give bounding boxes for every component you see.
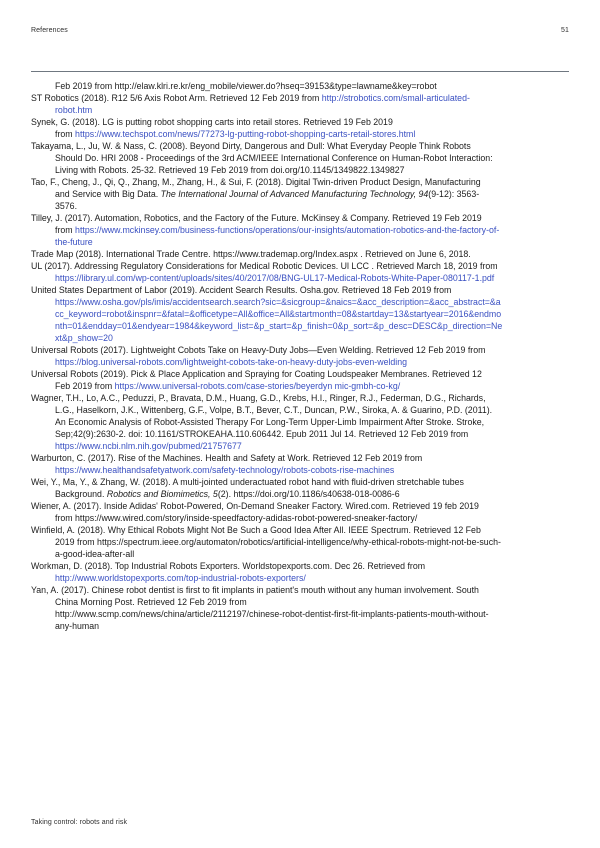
reference-text: Tao, F., Cheng, J., Qi, Q., Zhang, M., Zhang, H., & Sui, F. (2018). Digital Twin-driven Product Design, Manufacturing [31, 177, 481, 187]
reference-line [31, 116, 569, 128]
reference-entry [31, 284, 569, 344]
reference-entry [31, 140, 569, 176]
reference-link[interactable]: https://www.osha.gov/pls/imis/accidentsearch.search?sic=&sicgroup=&naics=&acc_description=&acc_abstract=&a [55, 297, 501, 307]
reference-link[interactable]: http://strobotics.com/small-articulated- [321, 93, 470, 103]
reference-text: Should Do. HRI 2008 - Proceedings of the 3rd ACM/IEEE International Conference on Human-Robot Interaction: [55, 153, 493, 163]
reference-text: Winfield, A. (2018). Why Ethical Robots Might Not Be Such a Good Idea After All. IEEE Spectrum. Retrieved 12 Feb [31, 525, 481, 535]
reference-line [31, 308, 569, 320]
reference-text: http://www.scmp.com/news/china/article/2112197/chinese-robot-dentist-first-fit-implants-patients-mouth-without- [55, 609, 489, 619]
reference-entry [31, 500, 569, 524]
reference-line [31, 164, 569, 176]
reference-link[interactable]: https://library.ul.com/wp-content/uploads/sites/40/2017/08/BNG-UL17-Medical-Robots-White-Paper-080117-1.pdf [55, 273, 495, 283]
reference-link[interactable]: https://www.ncbi.nlm.nih.gov/pubmed/21757677 [55, 441, 242, 451]
reference-link[interactable]: https://www.techspot.com/news/77273-lg-putting-robot-shopping-carts-retail-stores.html [75, 129, 416, 139]
reference-text: and Service with Big Data. [55, 189, 161, 199]
reference-line [31, 584, 569, 596]
running-header [31, 27, 569, 34]
reference-line [31, 572, 569, 584]
reference-text: any-human [55, 621, 100, 631]
reference-text: Synek, G. (2018). LG is putting robot shopping carts into retail stores. Retrieved 19 Feb 2019 [31, 117, 393, 127]
reference-text: Background. [55, 489, 107, 499]
reference-link[interactable]: the-future [55, 237, 93, 247]
reference-text: from [55, 225, 76, 235]
reference-line [31, 416, 569, 428]
reference-text: ST Robotics (2018). R12 5/6 Axis Robot Arm. Retrieved 12 Feb 2019 from [31, 93, 322, 103]
reference-text: Universal Robots (2019). Pick & Place Application and Spraying for Coating Loudspeaker Membranes. Retrieved 12 [31, 369, 482, 379]
reference-line [31, 404, 569, 416]
reference-line [31, 392, 569, 404]
reference-text: Feb 2019 from [55, 381, 115, 391]
reference-line [31, 560, 569, 572]
reference-line [31, 176, 569, 188]
reference-text: from https://www.wired.com/story/inside-speedfactory-adidas-robot-powered-sneaker-factory/ [55, 513, 418, 523]
reference-line [31, 440, 569, 452]
reference-entry [31, 260, 569, 284]
reference-line [31, 236, 569, 248]
reference-text: Wei, Y., Ma, Y., & Zhang, W. (2018). A multi-jointed underactuated robot hand with fluid-driven stretchable tubes [31, 477, 464, 487]
reference-link[interactable]: xt&p_show=20 [55, 333, 113, 343]
reference-text: UL (2017). Addressing Regulatory Considerations for Medical Robotic Devices. Ul LCC . Retrieved March 18, 2019 from [31, 261, 498, 271]
reference-entry [31, 248, 569, 260]
reference-link[interactable]: cc_keyword=robot&inspnr=&fatal=&officetype=All&office=All&startmonth=08&startday=13&startyear=2016&endmo [55, 309, 502, 319]
reference-text: 2019 from https://spectrum.ieee.org/automaton/robotics/artificial-intelligence/why-ethical-robots-might-not-be-such- [55, 537, 501, 547]
reference-line [31, 344, 569, 356]
reference-line [31, 152, 569, 164]
reference-text: Yan, A. (2017). Chinese robot dentist is first to fit implants in patient's mouth without any human involvement. South [31, 585, 479, 595]
reference-entry [31, 92, 569, 116]
reference-entry [31, 476, 569, 500]
reference-line [31, 80, 569, 92]
reference-text: Living with Robots. 25-32. Retrieved 19 Feb 2019 from doi.org/10.1145/1349822.1349827 [55, 165, 405, 175]
reference-text: Tilley, J. (2017). Automation, Robotics, and the Factory of the Future. McKinsey & Company. Retrieved 19 Feb 2019 [31, 213, 482, 223]
reference-entry [31, 368, 569, 392]
reference-text: L.G., Haselkorn, J.K., Wittenberg, G.F., Volpe, B.T., Bever, C.T., Duncan, P.W., Siroka, A. & Guarino, P.D. (2011). [55, 405, 493, 415]
reference-text: An Economic Analysis of Robot-Assisted Therapy For Long-Term Upper-Limb Impairment After Stroke. Stroke, [55, 417, 485, 427]
reference-line [31, 104, 569, 116]
journal-title-text: The International Journal of Advanced Manufacturing Technology, 94 [160, 189, 429, 199]
reference-link[interactable]: https://www.healthandsafetyatwork.com/safety-technology/robots-cobots-rise-machines [55, 465, 395, 475]
reference-line [31, 524, 569, 536]
reference-line [31, 356, 569, 368]
reference-text: Workman, D. (2018). Top Industrial Robots Exporters. Worldstopexports.com. Dec 26. Retrieved from [31, 561, 426, 571]
reference-text: Trade Map (2018). International Trade Centre. https://www.trademap.org/Index.aspx . Retrieved on June 6, 2018. [31, 249, 471, 259]
reference-line [31, 608, 569, 620]
reference-link[interactable]: https://www.mckinsey.com/business-functions/operations/our-insights/automation-robotics-and-the-factory-of- [75, 225, 500, 235]
reference-text: from [55, 129, 76, 139]
reference-text: (9-12): 3563- [428, 189, 480, 199]
reference-text: United States Department of Labor (2019). Accident Search Results. Osha.gov. Retrieved 18 Feb 2019 from [31, 285, 452, 295]
reference-line [31, 128, 569, 140]
reference-line [31, 248, 569, 260]
reference-link[interactable]: https://www.universal-robots.com/case-stories/beyerdyn mic-gmbh-co-kg/ [114, 381, 401, 391]
reference-text: Wagner, T.H., Lo, A.C., Peduzzi, P., Bravata, D.M., Huang, G.D., Krebs, H.I., Ringer, R.J., Federman, D.G., Richards, [31, 393, 486, 403]
reference-line [31, 224, 569, 236]
reference-entry [31, 584, 569, 632]
reference-entry [31, 212, 569, 248]
reference-text: Sep;42(9):2630-2. doi: 10.1161/STROKEAHA.110.606442. Epub 2011 Jul 14. Retrieved 12 Feb 2019 from [55, 429, 469, 439]
reference-text: Takayama, L., Ju, W. & Nass, C. (2008). Beyond Dirty, Dangerous and Dull: What Everyday People Think Robots [31, 141, 471, 151]
header-section-title: References [31, 27, 68, 34]
reference-entry [31, 560, 569, 584]
reference-line [31, 620, 569, 632]
reference-line [31, 332, 569, 344]
references-list [31, 80, 569, 632]
reference-entry [31, 524, 569, 560]
reference-line [31, 500, 569, 512]
reference-link[interactable]: http://www.worldstopexports.com/top-industrial-robots-exporters/ [55, 573, 306, 583]
running-footer [31, 819, 127, 826]
reference-line [31, 284, 569, 296]
reference-text: a-good-idea-after-all [55, 549, 135, 559]
reference-line [31, 512, 569, 524]
journal-title-text: Robotics and Biomimetics, 5 [106, 489, 218, 499]
reference-line [31, 200, 569, 212]
reference-line [31, 296, 569, 308]
reference-entry [31, 392, 569, 452]
reference-line [31, 272, 569, 284]
footer-document-title: Taking control: robots and risk [31, 819, 128, 826]
reference-line [31, 320, 569, 332]
reference-line [31, 140, 569, 152]
reference-line [31, 488, 569, 500]
reference-text: China Morning Post. Retrieved 12 Feb 2019 from [55, 597, 247, 607]
reference-entry [31, 176, 569, 212]
reference-entry [31, 116, 569, 140]
reference-line [31, 476, 569, 488]
reference-line [31, 428, 569, 440]
reference-line [31, 92, 569, 104]
header-rule [31, 71, 569, 72]
reference-entry [31, 80, 569, 92]
reference-entry [31, 344, 569, 368]
reference-link[interactable]: robot.htm [55, 105, 93, 115]
reference-text: Feb 2019 from http://elaw.klri.re.kr/eng_mobile/viewer.do?hseq=39153&type=lawname&key=robot [55, 81, 437, 91]
reference-link[interactable]: nth=01&endday=01&endyear=1984&keyword_list=&p_start=&p_finish=0&p_sort=&p_desc=DESC&p_direction=Ne [55, 321, 503, 331]
reference-line [31, 548, 569, 560]
reference-line [31, 260, 569, 272]
reference-text: (2). https://doi.org/10.1186/s40638-018-0086-6 [217, 489, 400, 499]
page-number: 51 [561, 27, 569, 34]
reference-line [31, 536, 569, 548]
reference-entry [31, 452, 569, 476]
reference-line [31, 212, 569, 224]
reference-text: Universal Robots (2017). Lightweight Cobots Take on Heavy-Duty Jobs—Even Welding. Retrieved 12 Feb 2019 from [31, 345, 486, 355]
reference-line [31, 380, 569, 392]
reference-line [31, 596, 569, 608]
reference-link[interactable]: https://blog.universal-robots.com/lightweight-cobots-take-on-heavy-duty-jobs-even-welding [55, 357, 408, 367]
reference-line [31, 188, 569, 200]
reference-line [31, 368, 569, 380]
reference-text: Wiener, A. (2017). Inside Adidas' Robot-Powered, On-Demand Sneaker Factory. Wired.com. Retrieved 19 feb 2019 [31, 501, 479, 511]
reference-text: 3576. [55, 201, 78, 211]
reference-line [31, 464, 569, 476]
reference-text: Warburton, C. (2017). Rise of the Machines. Health and Safety at Work. Retrieved 12 Feb 2019 from [31, 453, 423, 463]
reference-line [31, 452, 569, 464]
